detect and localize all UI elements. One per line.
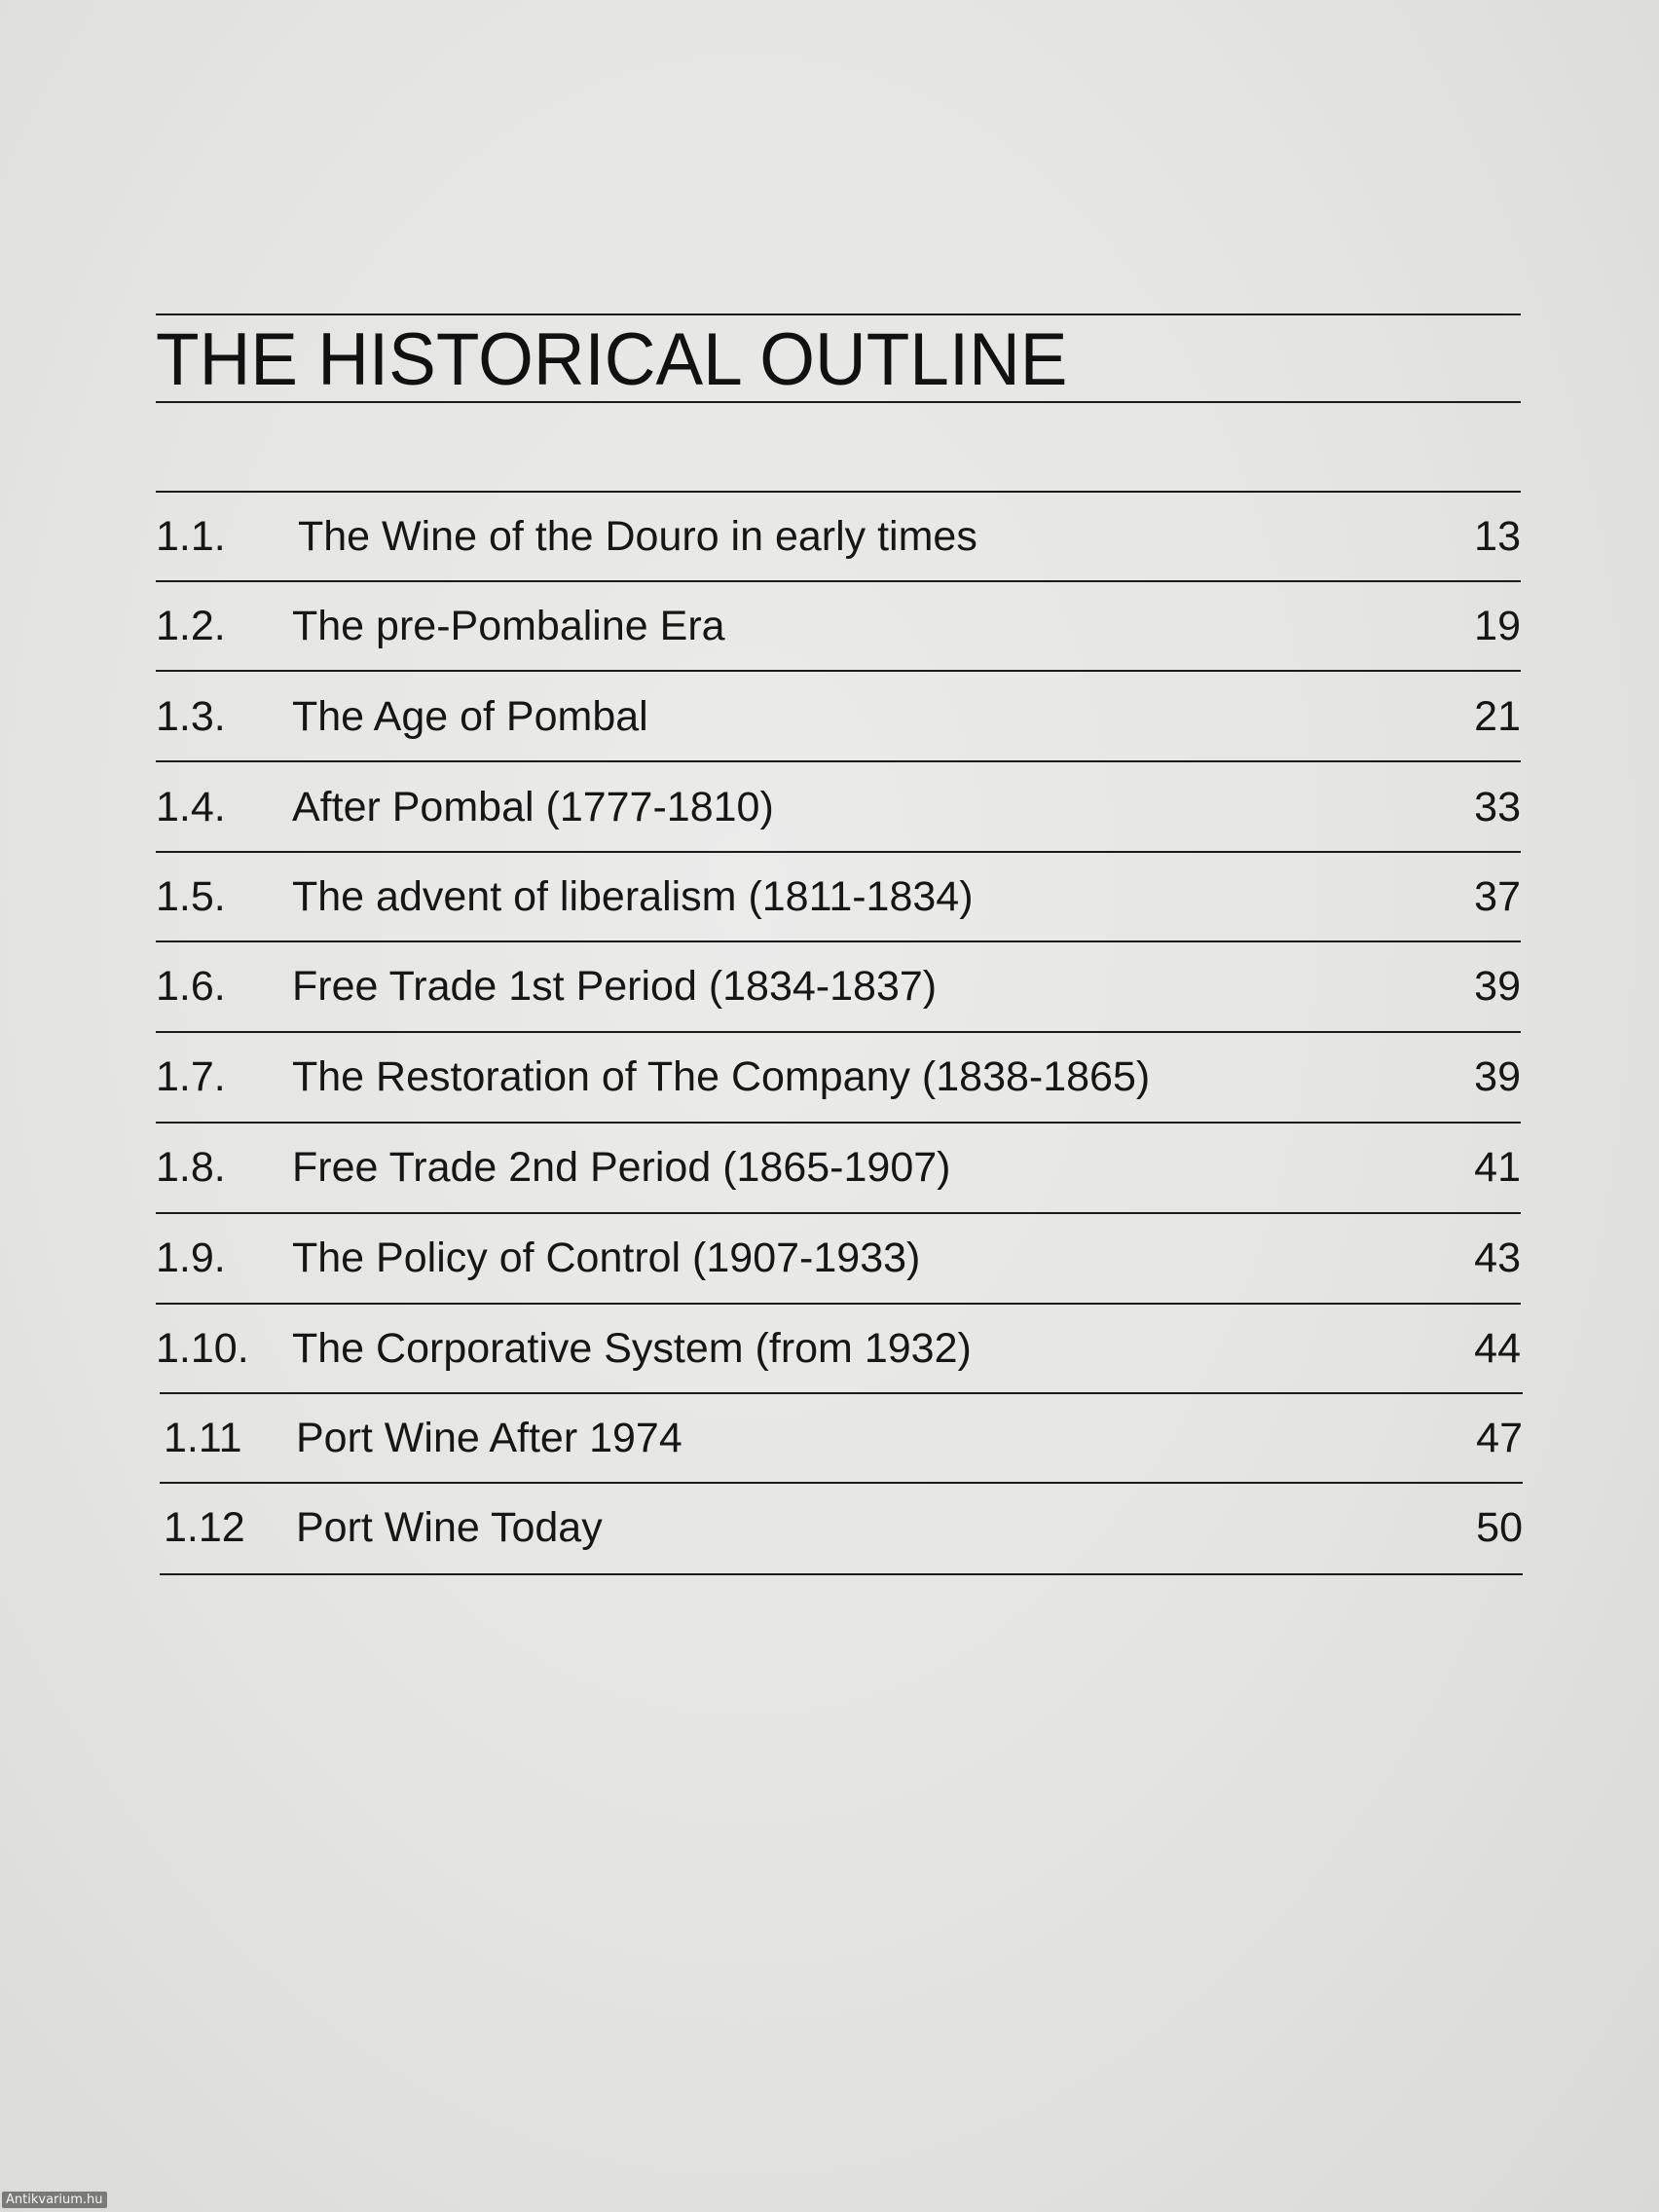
toc-entry-title: Port Wine Today bbox=[296, 1504, 603, 1551]
watermark-logo: Antikvarium.hu bbox=[2, 2192, 107, 2208]
toc-entry bbox=[156, 1035, 1521, 1124]
toc-entry-page: 44 bbox=[1474, 1325, 1521, 1372]
toc-entry-page: 43 bbox=[1474, 1235, 1521, 1281]
toc-entry-title: The Wine of the Douro in early times bbox=[298, 513, 977, 560]
toc-entry-page: 39 bbox=[1474, 1053, 1521, 1100]
title-bottom-rule bbox=[156, 401, 1521, 403]
toc-entry-number: 1.12 bbox=[164, 1504, 245, 1551]
toc-entry-page: 39 bbox=[1474, 963, 1521, 1010]
toc-entry-title: The pre-Pombaline Era bbox=[292, 603, 725, 649]
toc-rule bbox=[156, 580, 1521, 582]
toc-entry-title: Free Trade 1st Period (1834-1837) bbox=[292, 963, 938, 1010]
toc-entry-page: 21 bbox=[1474, 693, 1521, 740]
toc-entry-page: 37 bbox=[1474, 873, 1521, 920]
toc-entry-number: 1.5. bbox=[156, 873, 226, 920]
toc-entry-title: The Restoration of The Company (1838-1865) bbox=[292, 1053, 1151, 1100]
toc-entry-title: Free Trade 2nd Period (1865-1907) bbox=[292, 1144, 951, 1191]
toc-entry bbox=[160, 1396, 1523, 1486]
toc-rule bbox=[156, 1303, 1521, 1305]
toc-entry bbox=[156, 495, 1521, 584]
toc-entry-title: After Pombal (1777-1810) bbox=[292, 784, 774, 830]
toc-entry bbox=[156, 1125, 1521, 1215]
toc-entry-number: 1.1. bbox=[156, 513, 226, 560]
toc-rule bbox=[156, 1212, 1521, 1214]
toc-entry-title: The Corporative System (from 1932) bbox=[292, 1325, 972, 1372]
toc-entry-page: 47 bbox=[1476, 1415, 1523, 1461]
title-top-rule bbox=[156, 313, 1521, 315]
toc-entry-number: 1.6. bbox=[156, 963, 226, 1010]
toc-rule bbox=[156, 1122, 1521, 1124]
toc-entry-page: 33 bbox=[1474, 784, 1521, 830]
toc-entry-page: 19 bbox=[1474, 603, 1521, 649]
toc-entry bbox=[156, 1307, 1521, 1396]
toc-entry-number: 1.4. bbox=[156, 784, 226, 830]
toc-entry bbox=[156, 584, 1521, 674]
toc-rule bbox=[160, 1482, 1523, 1484]
toc-entry-number: 1.10. bbox=[156, 1325, 249, 1372]
toc-entry-page: 13 bbox=[1474, 513, 1521, 560]
toc-rule bbox=[160, 1573, 1523, 1575]
toc-entry bbox=[156, 675, 1521, 764]
toc-rule bbox=[156, 940, 1521, 942]
toc-entry bbox=[156, 1216, 1521, 1306]
toc-entry bbox=[160, 1486, 1523, 1575]
toc-entry-number: 1.2. bbox=[156, 603, 226, 649]
toc-entry bbox=[156, 765, 1521, 855]
toc-rule bbox=[156, 851, 1521, 853]
toc-entry-number: 1.9. bbox=[156, 1235, 226, 1281]
toc-rule bbox=[156, 670, 1521, 672]
toc-rule bbox=[160, 1392, 1523, 1394]
toc-rule bbox=[156, 760, 1521, 762]
toc-rule bbox=[156, 491, 1521, 493]
toc-entry bbox=[156, 855, 1521, 944]
toc-entry-number: 1.3. bbox=[156, 693, 226, 740]
toc-entry-title: The Policy of Control (1907-1933) bbox=[292, 1235, 921, 1281]
page-title: THE HISTORICAL OUTLINE bbox=[156, 318, 1068, 401]
toc-entry-page: 41 bbox=[1474, 1144, 1521, 1191]
toc-entry-number: 1.7. bbox=[156, 1053, 226, 1100]
toc-entry-title: Port Wine After 1974 bbox=[296, 1415, 682, 1461]
toc-entry bbox=[156, 944, 1521, 1034]
toc-entry-title: The Age of Pombal bbox=[292, 693, 648, 740]
toc-entry-number: 1.11 bbox=[164, 1415, 242, 1461]
toc-rule bbox=[156, 1031, 1521, 1033]
toc-entry-title: The advent of liberalism (1811-1834) bbox=[292, 873, 974, 920]
toc-entry-page: 50 bbox=[1476, 1504, 1523, 1551]
toc-entry-number: 1.8. bbox=[156, 1144, 226, 1191]
